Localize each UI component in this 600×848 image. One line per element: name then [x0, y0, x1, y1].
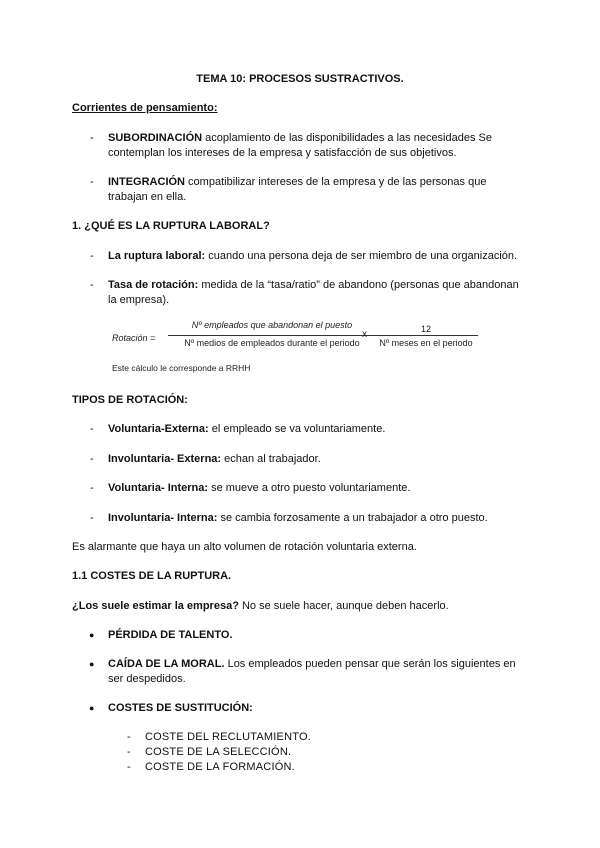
item-term: SUBORDINACIÓN — [108, 132, 203, 144]
formula-note: Este cálculo le corresponde a RRHH — [112, 363, 251, 373]
question-term: ¿Los suele estimar la empresa? — [72, 600, 239, 612]
list-dash: - — [127, 746, 131, 758]
rotation-formula — [112, 318, 492, 378]
item-text: compatibilizar intereses de la empresa y de las personas que trabajan en ella. — [108, 176, 487, 203]
list-item — [108, 278, 528, 308]
item-term: Involuntaria- Externa: — [108, 453, 222, 465]
bullet-icon: ● — [89, 630, 95, 640]
formula-numerator-2: 12 — [420, 324, 431, 334]
list-item — [108, 481, 528, 496]
list-dash: - — [90, 453, 94, 465]
list-dash: - — [90, 250, 94, 262]
list-dash: - — [90, 176, 94, 188]
item-term: Voluntaria- Interna: — [108, 482, 209, 494]
item-term: INTEGRACIÓN — [108, 176, 185, 188]
list-dash: - — [90, 512, 94, 524]
item-text: Los empleados pueden pensar que serán los siguientes en ser despedidos. — [108, 658, 516, 685]
corrientes-heading: Corrientes de pensamiento: — [72, 102, 218, 114]
item-term: Tasa de rotación: — [108, 279, 199, 291]
formula-times: x — [362, 329, 367, 340]
page-title: TEMA 10: PROCESOS SUSTRACTIVOS. — [196, 73, 404, 85]
item-term: Voluntaria-Externa: — [108, 423, 209, 435]
fraction-line — [374, 335, 478, 336]
list-dash: - — [90, 132, 94, 144]
section11-heading: 1.1 COSTES DE LA RUPTURA. — [72, 570, 232, 582]
item-term: COSTES DE SUSTITUCIÓN: — [108, 702, 253, 714]
item-text: se cambia forzosamente a un trabajador a otro puesto. — [217, 512, 488, 524]
list-item — [108, 422, 528, 437]
list-item — [108, 175, 528, 205]
list-dash: - — [90, 482, 94, 494]
list-item — [108, 657, 528, 687]
list-item — [108, 628, 528, 643]
item-text: echan al trabajador. — [221, 453, 321, 465]
section11-question — [72, 599, 449, 614]
list-dash: - — [127, 761, 131, 773]
section1-heading: 1. ¿QUÉ ES LA RUPTURA LABORAL? — [72, 220, 270, 232]
fraction-line — [168, 335, 376, 336]
bullet-icon: ● — [89, 703, 95, 713]
item-term: Involuntaria- Interna: — [108, 512, 218, 524]
item-text: se mueve a otro puesto voluntariamente. — [208, 482, 411, 494]
formula-numerator: Nº empleados que abandonan el puesto — [191, 320, 353, 330]
bullet-icon: ● — [89, 659, 95, 669]
item-text: medida de la “tasa/ratio” de abandono (personas que abandonan la empresa). — [108, 279, 519, 306]
tipos-note: Es alarmante que haya un alto volumen de rotación voluntaria externa. — [72, 541, 417, 553]
sub-list-item: COSTE DEL RECLUTAMIENTO. — [145, 731, 311, 743]
list-item — [108, 452, 528, 467]
formula-denominator: Nº medios de empleados durante el periodo — [184, 338, 360, 348]
question-text: No se suele hacer, aunque deben hacerlo. — [238, 600, 449, 612]
tipos-heading: TIPOS DE ROTACIÓN: — [72, 394, 188, 406]
list-dash: - — [127, 731, 131, 743]
sub-list-item: COSTE DE LA FORMACIÓN. — [145, 761, 295, 773]
list-item — [108, 701, 528, 716]
formula-label: Rotación = — [112, 333, 156, 343]
sub-list-item: COSTE DE LA SELECCIÓN. — [145, 746, 292, 758]
item-term: CAÍDA DE LA MORAL. — [108, 658, 225, 670]
item-text: cuando una persona deja de ser miembro de una organización. — [205, 250, 518, 262]
list-item — [108, 249, 528, 264]
item-term: La ruptura laboral: — [108, 250, 206, 262]
list-dash: - — [90, 279, 94, 291]
item-text: acoplamiento de las disponibilidades a las necesidades Se contemplan los intereses de la empresa y satisfacción de sus objetivos. — [108, 132, 492, 159]
list-item — [108, 131, 528, 161]
list-dash: - — [90, 423, 94, 435]
formula-denominator-2: Nº meses en el periodo — [379, 338, 473, 348]
list-item — [108, 511, 528, 526]
item-text: el empleado se va voluntariamente. — [208, 423, 386, 435]
item-term: PÉRDIDA DE TALENTO. — [108, 629, 233, 641]
